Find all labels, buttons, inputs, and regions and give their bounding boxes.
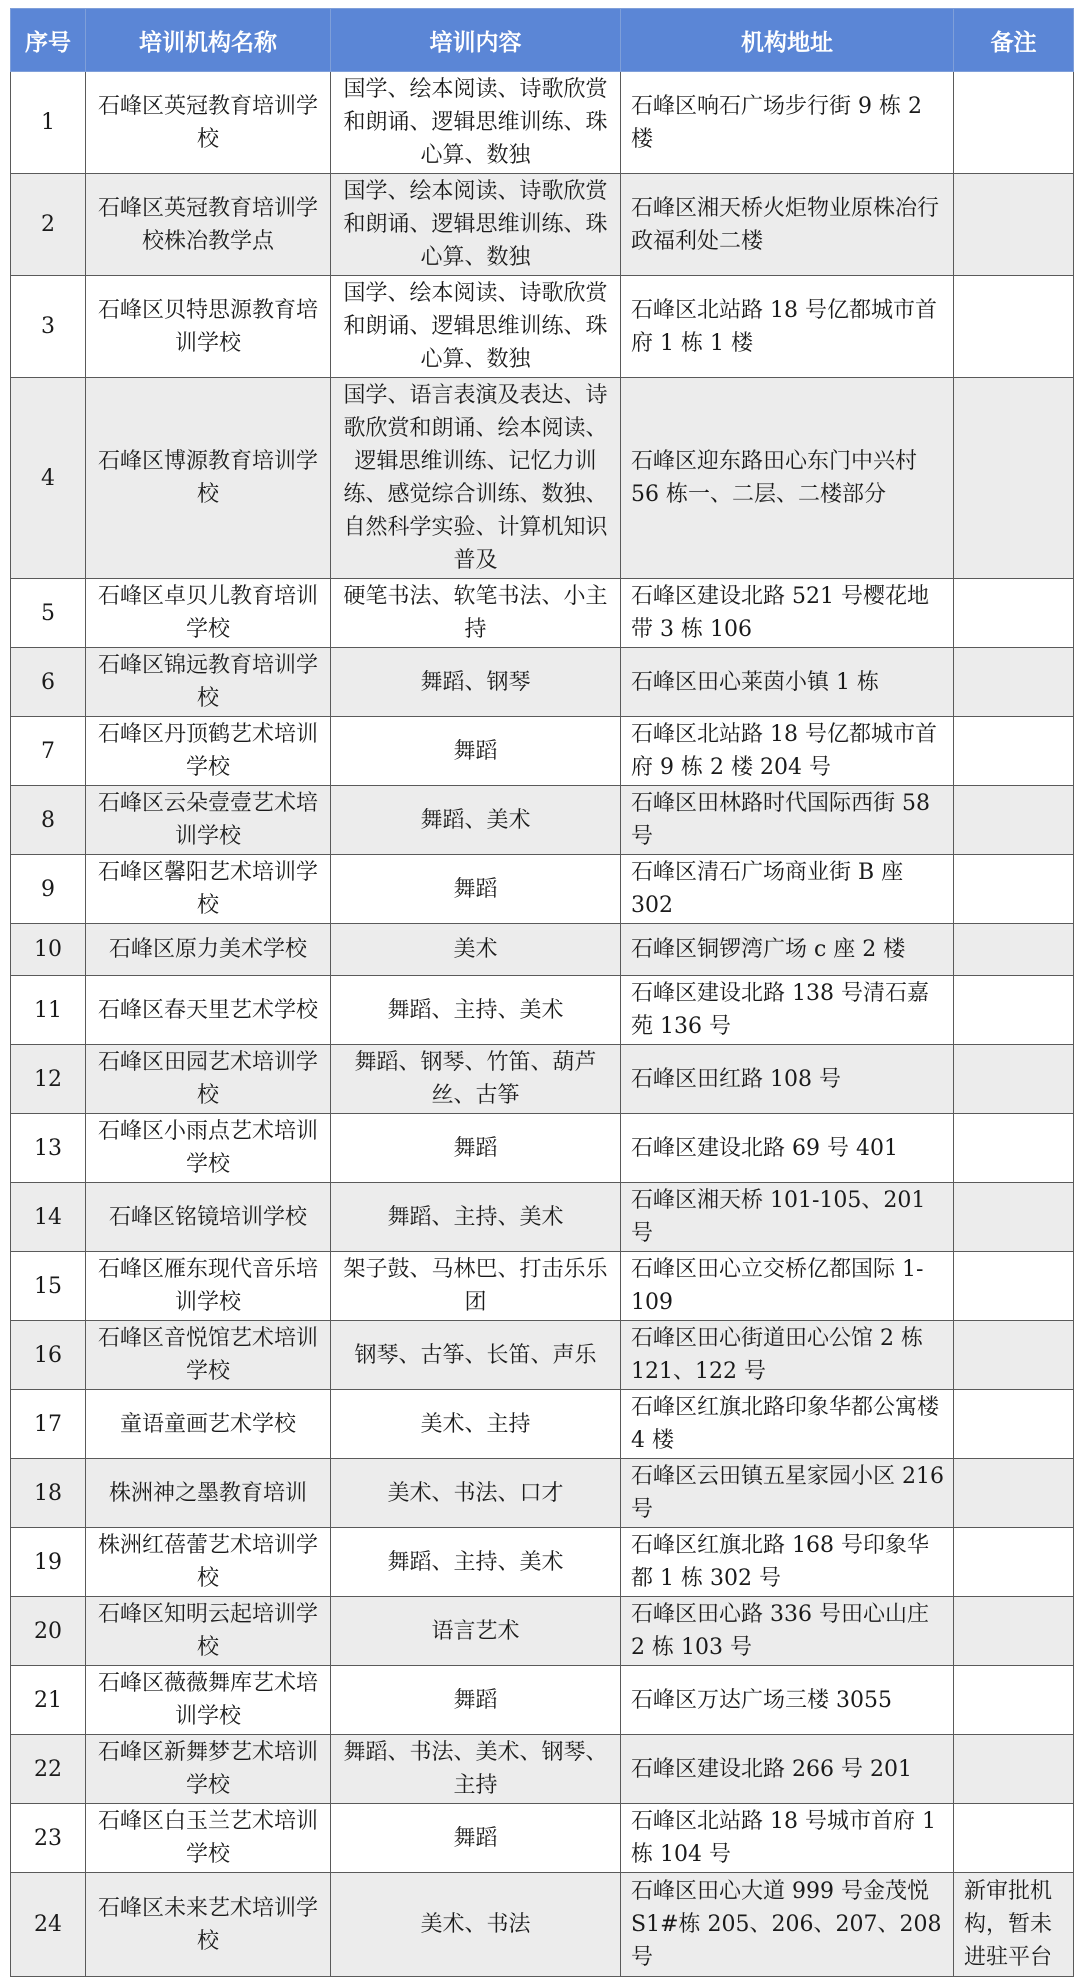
cell-address: 石峰区建设北路 69 号 401 [621,1114,954,1183]
cell-note: 新审批机构，暂未进驻平台 [954,1873,1074,1977]
cell-address: 石峰区田心大道 999 号金茂悦 S1#栋 205、206、207、208 号 [621,1873,954,1977]
cell-institution-name: 石峰区未来艺术培训学校 [86,1873,331,1977]
table-row [11,1528,1074,1597]
cell-institution-name: 石峰区音悦馆艺术培训学校 [86,1321,331,1390]
cell-institution-name: 石峰区卓贝儿教育培训学校 [86,579,331,648]
cell-note [954,1390,1074,1459]
cell-training-content: 舞蹈 [331,1114,621,1183]
cell-address: 石峰区湘天桥火炬物业原株冶行政福利处二楼 [621,174,954,276]
table-row [11,976,1074,1045]
cell-note [954,1597,1074,1666]
cell-note [954,717,1074,786]
table-row [11,72,1074,174]
cell-address: 石峰区北站路 18 号亿都城市首府 1 栋 1 楼 [621,276,954,378]
cell-address: 石峰区红旗北路印象华都公寓楼 4 楼 [621,1390,954,1459]
cell-institution-name: 石峰区春天里艺术学校 [86,976,331,1045]
cell-training-content: 硬笔书法、软笔书法、小主持 [331,579,621,648]
cell-address: 石峰区红旗北路 168 号印象华都 1 栋 302 号 [621,1528,954,1597]
cell-address: 石峰区田心路 336 号田心山庄 2 栋 103 号 [621,1597,954,1666]
cell-institution-name: 石峰区白玉兰艺术培训学校 [86,1804,331,1873]
cell-note [954,1735,1074,1804]
cell-index: 3 [11,276,86,378]
table-body [11,72,1074,1977]
cell-note [954,1459,1074,1528]
cell-training-content: 美术、书法 [331,1873,621,1977]
cell-address: 石峰区响石广场步行街 9 栋 2 楼 [621,72,954,174]
cell-index: 14 [11,1183,86,1252]
header-index: 序号 [11,9,86,72]
cell-training-content: 舞蹈、美术 [331,786,621,855]
cell-note [954,1321,1074,1390]
table-row [11,174,1074,276]
cell-institution-name: 石峰区博源教育培训学校 [86,378,331,579]
cell-institution-name: 石峰区云朵壹壹艺术培训学校 [86,786,331,855]
table-row [11,924,1074,976]
cell-institution-name: 童语童画艺术学校 [86,1390,331,1459]
cell-address: 石峰区田红路 108 号 [621,1045,954,1114]
cell-note [954,174,1074,276]
cell-address: 石峰区万达广场三楼 3055 [621,1666,954,1735]
header-training-content: 培训内容 [331,9,621,72]
cell-training-content: 国学、绘本阅读、诗歌欣赏和朗诵、逻辑思维训练、珠心算、数独 [331,174,621,276]
cell-note [954,579,1074,648]
cell-note [954,276,1074,378]
table-header-row [11,9,1074,72]
table-row [11,1735,1074,1804]
cell-index: 18 [11,1459,86,1528]
cell-address: 石峰区铜锣湾广场 c 座 2 楼 [621,924,954,976]
cell-index: 2 [11,174,86,276]
table-row [11,717,1074,786]
table-row [11,1045,1074,1114]
cell-institution-name: 石峰区雁东现代音乐培训学校 [86,1252,331,1321]
cell-institution-name: 石峰区原力美术学校 [86,924,331,976]
table-row [11,1459,1074,1528]
cell-index: 8 [11,786,86,855]
cell-training-content: 美术、主持 [331,1390,621,1459]
cell-address: 石峰区建设北路 138 号清石嘉苑 136 号 [621,976,954,1045]
cell-institution-name: 石峰区新舞梦艺术培训学校 [86,1735,331,1804]
table-row [11,1183,1074,1252]
cell-address: 石峰区湘天桥 101-105、201 号 [621,1183,954,1252]
cell-institution-name: 石峰区丹顶鹤艺术培训学校 [86,717,331,786]
table-row [11,1666,1074,1735]
cell-address: 石峰区建设北路 521 号樱花地带 3 栋 106 [621,579,954,648]
cell-note [954,855,1074,924]
cell-address: 石峰区清石广场商业街 B 座 302 [621,855,954,924]
cell-training-content: 语言艺术 [331,1597,621,1666]
table-row [11,855,1074,924]
cell-training-content: 舞蹈 [331,1804,621,1873]
cell-index: 4 [11,378,86,579]
cell-index: 22 [11,1735,86,1804]
cell-note [954,976,1074,1045]
cell-address: 石峰区迎东路田心东门中兴村 56 栋一、二层、二楼部分 [621,378,954,579]
cell-note [954,1252,1074,1321]
cell-institution-name: 石峰区锦远教育培训学校 [86,648,331,717]
cell-note [954,786,1074,855]
cell-index: 12 [11,1045,86,1114]
table-row [11,1252,1074,1321]
cell-note [954,648,1074,717]
table-row [11,786,1074,855]
cell-index: 20 [11,1597,86,1666]
table-row [11,1597,1074,1666]
header-institution-name: 培训机构名称 [86,9,331,72]
cell-institution-name: 石峰区田园艺术培训学校 [86,1045,331,1114]
cell-training-content: 美术、书法、口才 [331,1459,621,1528]
cell-institution-name: 石峰区铭镜培训学校 [86,1183,331,1252]
cell-address: 石峰区田心立交桥亿都国际 1-109 [621,1252,954,1321]
table-row [11,579,1074,648]
cell-index: 19 [11,1528,86,1597]
cell-institution-name: 石峰区馨阳艺术培训学校 [86,855,331,924]
cell-index: 10 [11,924,86,976]
cell-address: 石峰区北站路 18 号亿都城市首府 9 栋 2 楼 204 号 [621,717,954,786]
cell-training-content: 舞蹈、主持、美术 [331,976,621,1045]
cell-training-content: 舞蹈 [331,717,621,786]
cell-address: 石峰区云田镇五星家园小区 216 号 [621,1459,954,1528]
cell-note [954,1183,1074,1252]
table-row [11,378,1074,579]
cell-training-content: 国学、绘本阅读、诗歌欣赏和朗诵、逻辑思维训练、珠心算、数独 [331,72,621,174]
cell-index: 9 [11,855,86,924]
cell-training-content: 舞蹈、主持、美术 [331,1528,621,1597]
cell-training-content: 舞蹈、钢琴、竹笛、葫芦丝、古筝 [331,1045,621,1114]
cell-training-content: 国学、绘本阅读、诗歌欣赏和朗诵、逻辑思维训练、珠心算、数独 [331,276,621,378]
table-row [11,1873,1074,1977]
cell-note [954,1045,1074,1114]
cell-address: 石峰区北站路 18 号城市首府 1 栋 104 号 [621,1804,954,1873]
cell-note [954,924,1074,976]
cell-training-content: 国学、语言表演及表达、诗歌欣赏和朗诵、绘本阅读、逻辑思维训练、记忆力训练、感觉综合训练、数独、自然科学实验、计算机知识普及 [331,378,621,579]
header-note: 备注 [954,9,1074,72]
cell-institution-name: 石峰区英冠教育培训学校株冶教学点 [86,174,331,276]
cell-address: 石峰区建设北路 266 号 201 [621,1735,954,1804]
cell-training-content: 架子鼓、马林巴、打击乐乐团 [331,1252,621,1321]
cell-training-content: 钢琴、古筝、长笛、声乐 [331,1321,621,1390]
cell-index: 15 [11,1252,86,1321]
cell-index: 11 [11,976,86,1045]
training-institution-table [10,8,1074,1977]
cell-institution-name: 株洲红蓓蕾艺术培训学校 [86,1528,331,1597]
cell-address: 石峰区田林路时代国际西街 58 号 [621,786,954,855]
cell-index: 7 [11,717,86,786]
cell-index: 1 [11,72,86,174]
cell-institution-name: 石峰区薇薇舞库艺术培训学校 [86,1666,331,1735]
cell-note [954,1528,1074,1597]
cell-training-content: 舞蹈 [331,1666,621,1735]
cell-note [954,1804,1074,1873]
cell-institution-name: 石峰区小雨点艺术培训学校 [86,1114,331,1183]
cell-note [954,1666,1074,1735]
training-institution-table-wrapper [10,8,1074,1977]
cell-note [954,1114,1074,1183]
cell-institution-name: 石峰区英冠教育培训学校 [86,72,331,174]
cell-institution-name: 石峰区知明云起培训学校 [86,1597,331,1666]
cell-address: 石峰区田心街道田心公馆 2 栋 121、122 号 [621,1321,954,1390]
cell-index: 13 [11,1114,86,1183]
cell-note [954,378,1074,579]
table-row [11,1390,1074,1459]
table-row [11,648,1074,717]
cell-index: 17 [11,1390,86,1459]
cell-institution-name: 石峰区贝特思源教育培训学校 [86,276,331,378]
cell-institution-name: 株洲神之墨教育培训 [86,1459,331,1528]
cell-index: 6 [11,648,86,717]
cell-training-content: 舞蹈、钢琴 [331,648,621,717]
cell-index: 21 [11,1666,86,1735]
cell-address: 石峰区田心莱茵小镇 1 栋 [621,648,954,717]
cell-index: 24 [11,1873,86,1977]
table-row [11,1804,1074,1873]
cell-training-content: 美术 [331,924,621,976]
table-row [11,1114,1074,1183]
cell-note [954,72,1074,174]
table-row [11,1321,1074,1390]
cell-index: 16 [11,1321,86,1390]
header-address: 机构地址 [621,9,954,72]
cell-training-content: 舞蹈、书法、美术、钢琴、主持 [331,1735,621,1804]
cell-index: 23 [11,1804,86,1873]
cell-training-content: 舞蹈、主持、美术 [331,1183,621,1252]
cell-index: 5 [11,579,86,648]
table-row [11,276,1074,378]
cell-training-content: 舞蹈 [331,855,621,924]
